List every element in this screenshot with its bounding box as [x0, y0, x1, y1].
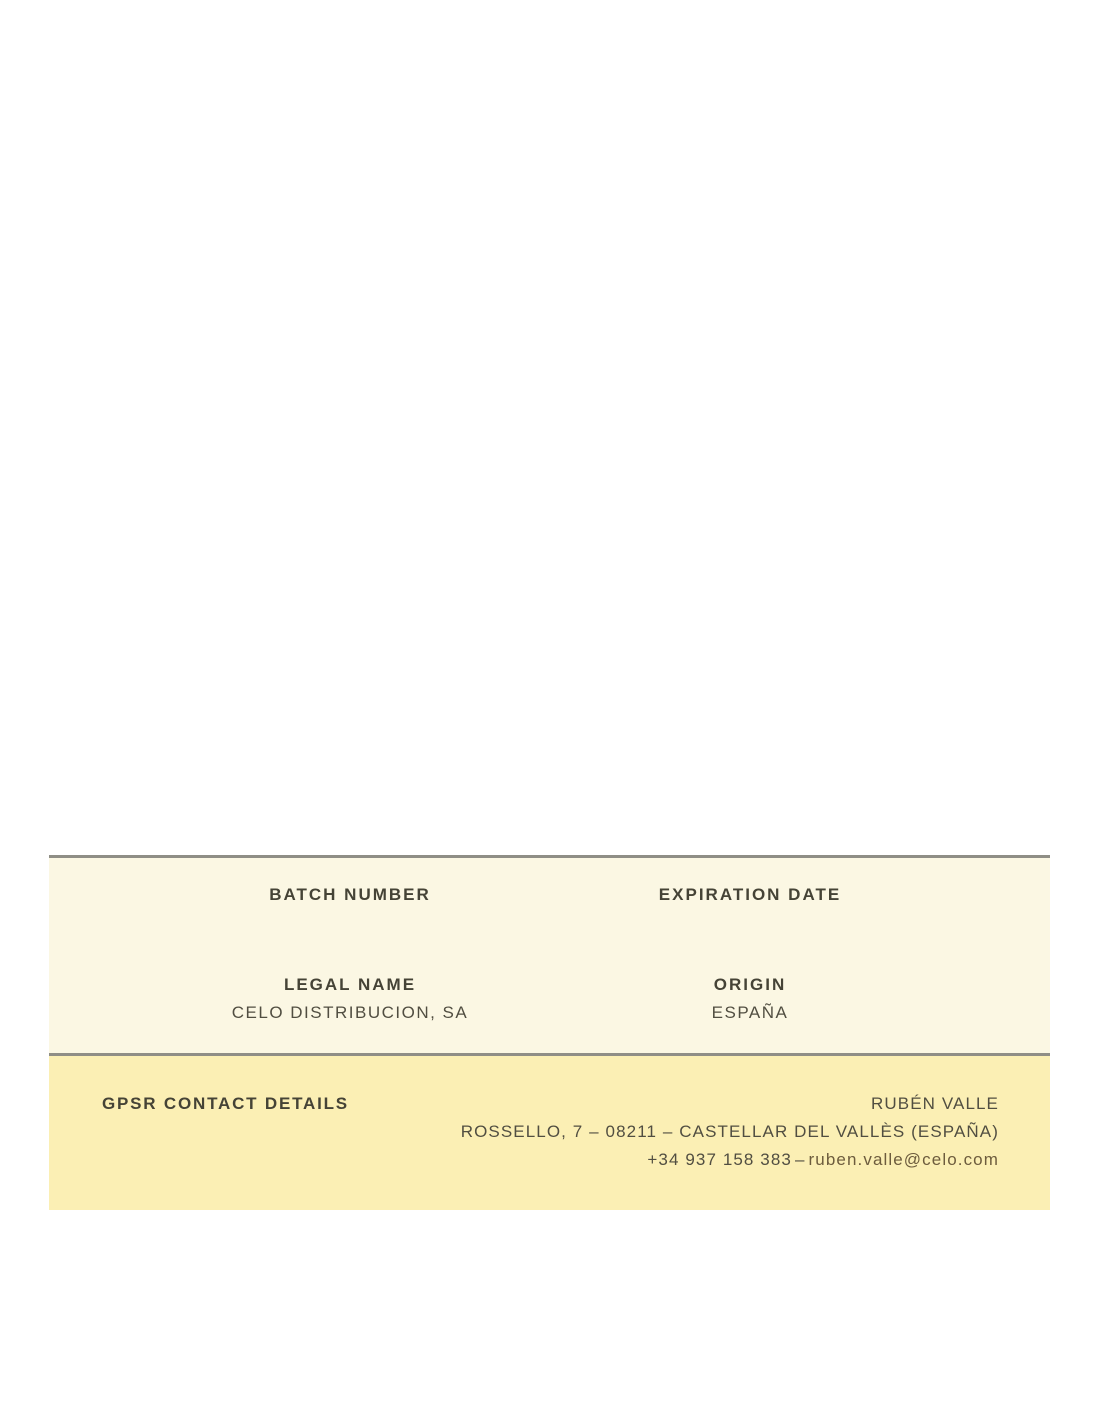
contact-name: RUBÉN VALLE — [871, 1094, 999, 1113]
contact-email-link[interactable]: ruben.valle@celo.com — [808, 1150, 999, 1169]
gpsr-contact-section — [49, 1056, 1050, 1210]
legal-name-value: CELO DISTRIBUCION, SA — [231, 1003, 469, 1022]
contact-address: ROSSELLO, 7 – 08211 – CASTELLAR DEL VALLÈS (ESPAÑA) — [460, 1122, 999, 1141]
batch-number-label: BATCH NUMBER — [269, 885, 431, 904]
product-info-panel — [49, 855, 1050, 1210]
expiration-date-label: EXPIRATION DATE — [658, 885, 842, 904]
origin-label: ORIGIN — [713, 975, 787, 994]
contact-separator: – — [794, 1150, 806, 1169]
gpsr-contact-details-label: GPSR CONTACT DETAILS — [102, 1094, 349, 1113]
contact-phone: +34 937 158 383 — [647, 1150, 792, 1169]
origin-value: ESPAÑA — [711, 1003, 789, 1022]
legal-name-label: LEGAL NAME — [283, 975, 417, 994]
product-info-section — [49, 858, 1050, 1053]
contact-phone-email-line — [461, 1146, 999, 1174]
gpsr-contact-block — [461, 1090, 999, 1174]
